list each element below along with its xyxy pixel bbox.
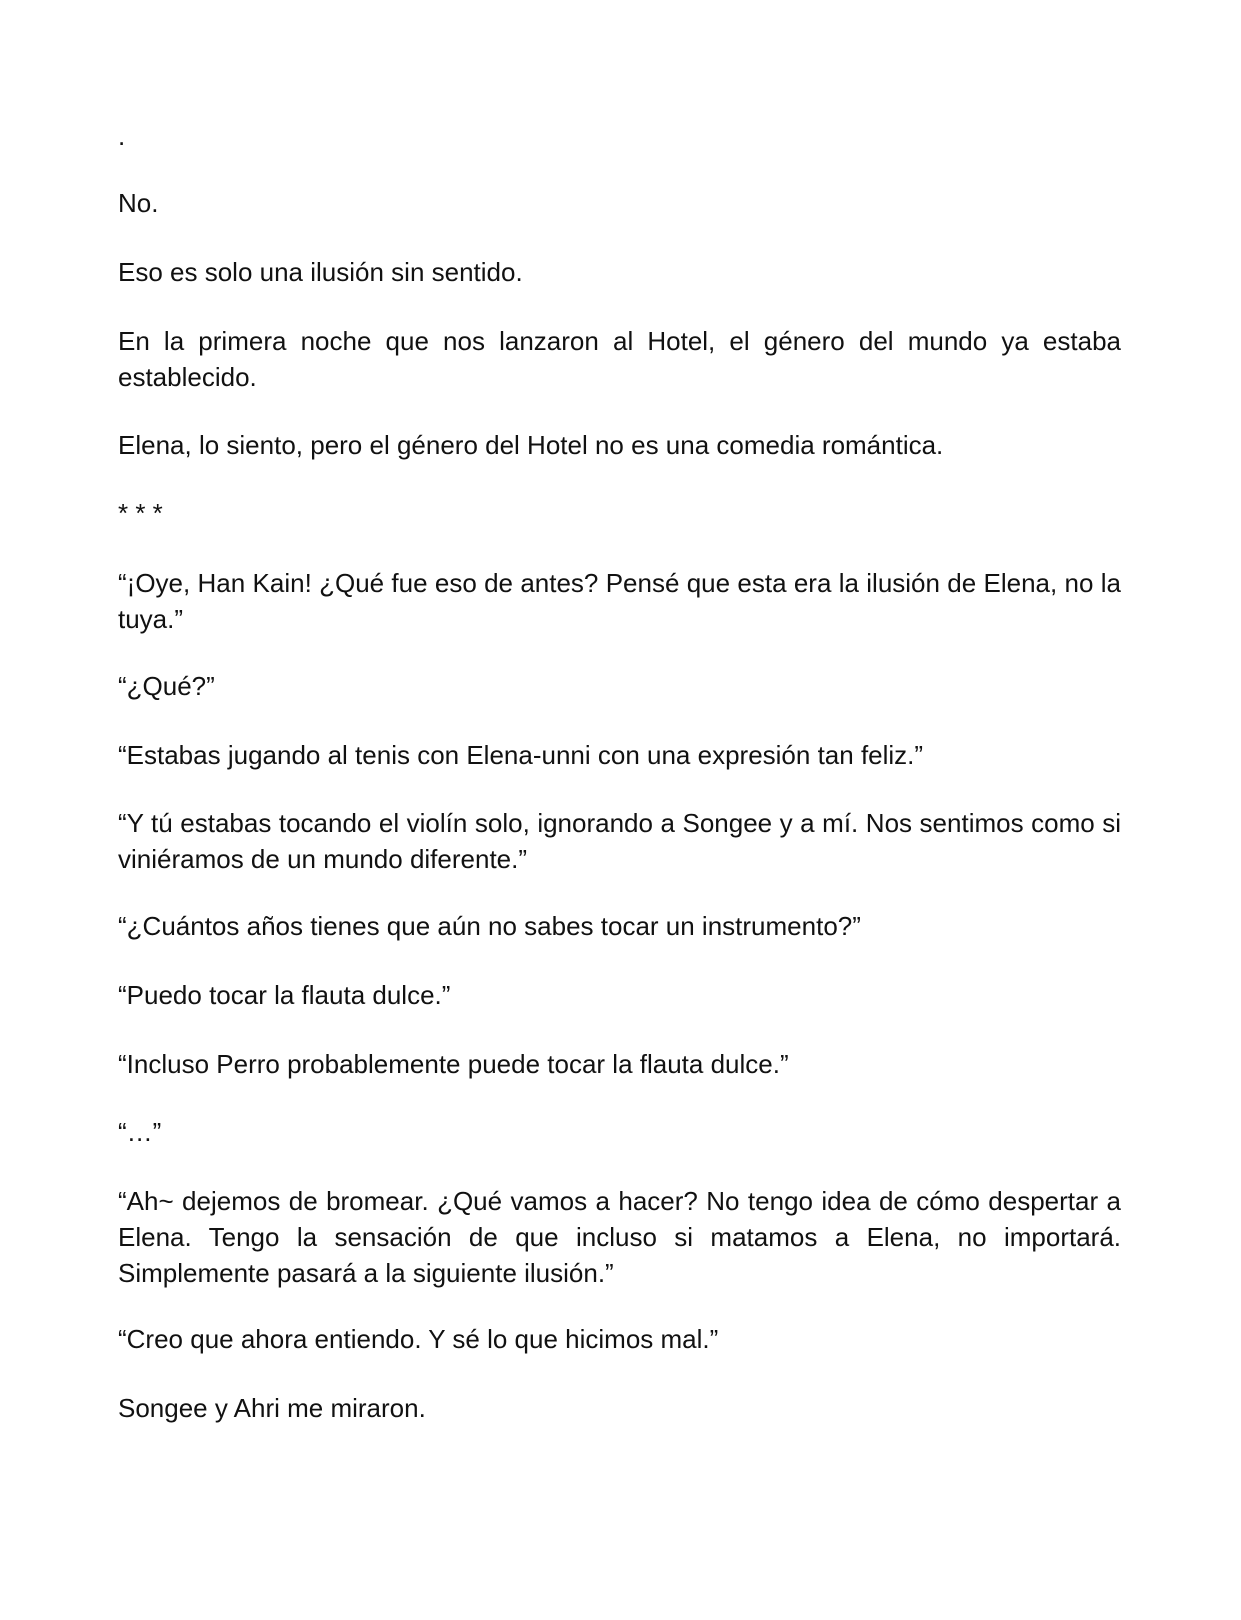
paragraph-violin: “Y tú estabas tocando el violín solo, ignorando a Songee y a mí. Nos sentimos como si viniéramos de un mundo diferente.” bbox=[118, 808, 1121, 874]
paragraph-ellipsis: “…” bbox=[118, 1117, 162, 1147]
paragraph-wake-elena: “Ah~ dejemos de bromear. ¿Qué vamos a hacer? No tengo idea de cómo despertar a Elena. Tengo la sensación de que incluso si matamos a Elena, no importará. Simplemente pasará a la siguiente ilusión.” bbox=[118, 1186, 1121, 1288]
paragraph-que: “¿Qué?” bbox=[118, 671, 215, 701]
paragraph-illusion: Eso es solo una ilusión sin sentido. bbox=[118, 257, 523, 287]
paragraph-flute: “Puedo tocar la flauta dulce.” bbox=[118, 980, 451, 1010]
paragraph-tennis: “Estabas jugando al tenis con Elena-unni con una expresión tan feliz.” bbox=[118, 740, 924, 770]
paragraph-understand: “Creo que ahora entiendo. Y sé lo que hicimos mal.” bbox=[118, 1324, 719, 1354]
paragraph-first-night: En la primera noche que nos lanzaron al Hotel, el género del mundo ya estaba establecido. bbox=[118, 326, 1121, 392]
paragraph-instrument: “¿Cuántos años tienes que aún no sabes tocar un instrumento?” bbox=[118, 911, 861, 941]
paragraph-elena-apology: Elena, lo siento, pero el género del Hotel no es una comedia romántica. bbox=[118, 430, 944, 460]
paragraph-no: No. bbox=[118, 188, 159, 218]
paragraph-dot: . bbox=[118, 121, 126, 151]
paragraph-perro: “Incluso Perro probablemente puede tocar la flauta dulce.” bbox=[118, 1049, 789, 1079]
paragraph-looked: Songee y Ahri me miraron. bbox=[118, 1393, 426, 1423]
scene-break: * * * bbox=[118, 498, 163, 528]
paragraph-han-kain: “¡Oye, Han Kain! ¿Qué fue eso de antes? Pensé que esta era la ilusión de Elena, no la tuya.” bbox=[118, 568, 1121, 634]
